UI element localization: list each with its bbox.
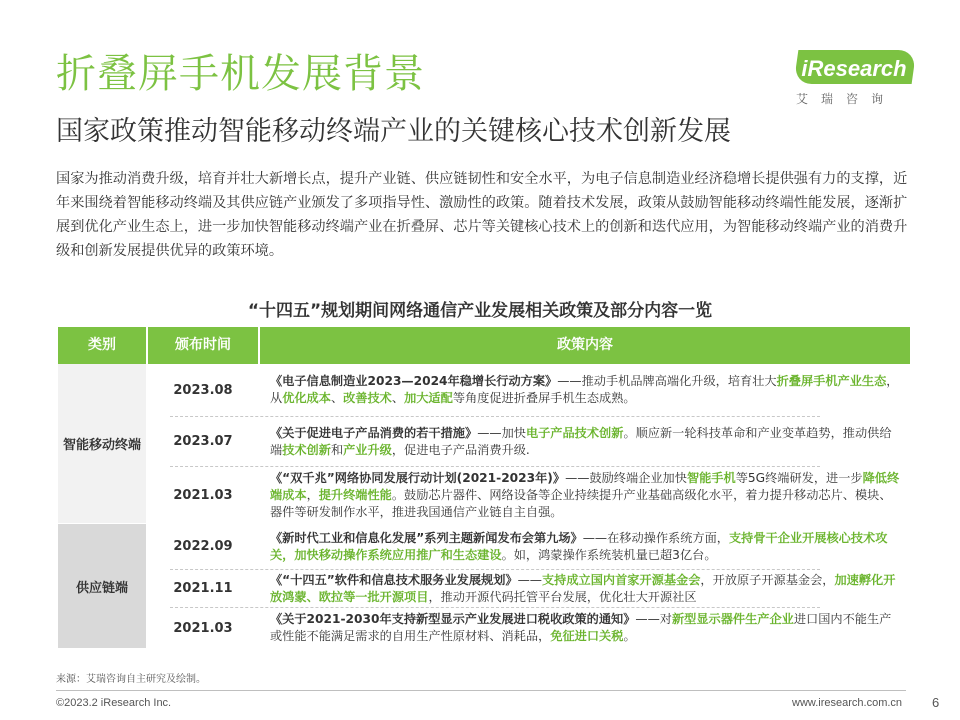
iresearch-logo xyxy=(790,50,918,110)
policy-text: 等5G终端研发，进一步 xyxy=(735,470,863,485)
logo-wordmark: iResearch xyxy=(801,56,907,81)
policy-text: 、 xyxy=(391,391,405,405)
page-title: 折叠屏手机发展背景 xyxy=(56,51,425,97)
category-smart-mobile-terminal: 智能移动终端 xyxy=(58,364,146,523)
policy-text: 、 xyxy=(330,391,344,405)
policy-text: ，开放原子开源基金会， xyxy=(700,572,835,587)
intro-paragraph: 国家为推动消费升级，培育并壮大新增长点，提升产业链、供应链韧性和安全水平，为电子信息制造业经济稳增长提供强有力的支撑，近年来围绕着智能移动终端及其供应链产业颁发了多项指导性、激励性的政策。随着技术发展，政策从鼓励智能移动终端性能发展，逐渐扩展到优化产业生态上，进一步加快智能移动终端产业在折叠屏、芯片等关键核心技术上的创新和迭代应用，为智能移动终端产业的消费升级和创新发展提供优异的政策环境。 xyxy=(56,171,908,259)
policy-text: ，促进电子产品消费升级. xyxy=(391,442,530,457)
policy-text: ——鼓励终端企业加快 xyxy=(565,470,687,485)
table-row xyxy=(148,417,910,466)
policy-text: ，推动开源代码托管平台发展，优化壮大开源社区 xyxy=(428,589,697,604)
page-number: 6 xyxy=(932,695,940,710)
highlight-text: 产业升级 xyxy=(343,442,392,457)
policy-name: 《新时代工业和信息化发展”系列主题新闻发布会第九场》 xyxy=(270,530,583,545)
policy-text: 进口国内不能生产或性能不能满足需求的自用生产性原材料、消耗品， xyxy=(270,612,892,643)
header-date: 颁布时间 xyxy=(175,337,231,353)
website-link[interactable]: www.iresearch.com.cn xyxy=(792,697,903,709)
policy-text: —— xyxy=(517,572,542,587)
policy-text: ——加快 xyxy=(477,425,526,440)
table-title: “十四五”规划期间网络通信产业发展相关政策及部分内容一览 xyxy=(247,301,713,321)
policy-name: 《“十四五”软件和信息技术服务业发展规划》 xyxy=(270,572,518,587)
row-date: 2023.07 xyxy=(173,434,233,449)
highlight-text: 电子产品技术创新 xyxy=(525,425,624,440)
source-note: 来源：艾瑞咨询自主研究及绘制。 xyxy=(56,674,206,685)
policy-name: 《电子信息制造业2023—2024年稳增长行动方案》 xyxy=(270,374,558,388)
page-subtitle: 国家政策推动智能移动终端产业的关键核心技术创新发展 xyxy=(56,116,731,147)
row-date: 2021.03 xyxy=(173,487,233,503)
header-content: 政策内容 xyxy=(557,337,613,353)
highlight-text: 智能手机 xyxy=(686,470,736,485)
row-date: 2021.03 xyxy=(173,620,233,636)
policy-text: 。 xyxy=(623,629,636,643)
policy-table xyxy=(58,327,910,648)
policy-text: 。顺应新一轮科技革命和产业变革趋势，推动供给端 xyxy=(270,425,892,457)
highlight-text: 技术创新 xyxy=(282,442,331,457)
policy-text: 。鼓励芯片器件、网络设备等企业持续提升产业基础高级化水平，着力提升移动芯片、模块、器件等研发制作水平，推进我国通信产业链自主自强。 xyxy=(270,487,892,519)
highlight-text: 折叠屏手机产业生态 xyxy=(776,374,887,388)
row-content xyxy=(270,417,900,466)
table-row xyxy=(148,467,910,523)
policy-text: ， xyxy=(306,487,319,502)
policy-text: 。如，鸿蒙操作系统装机量已超3亿台。 xyxy=(501,547,717,562)
table-row xyxy=(148,524,910,569)
policy-name: 《关于2021-2030年支持新型显示产业发展进口税收政策的通知》 xyxy=(270,612,636,626)
policy-text: ——在移动操作系统方面， xyxy=(582,530,729,545)
policy-name: 《“双千兆”网络协同发展行动计划(2021-2023年)》 xyxy=(270,470,566,485)
highlight-text: 优化成本 xyxy=(282,391,331,405)
policy-text: 和 xyxy=(330,442,344,457)
row-date: 2021.11 xyxy=(173,581,233,596)
highlight-text: 免征进口关税 xyxy=(550,629,624,643)
table-row xyxy=(148,608,910,648)
highlight-text: 加速孵化开放鸿蒙、欧拉等一批开源项目 xyxy=(270,572,896,604)
footer-divider xyxy=(56,690,906,691)
row-content xyxy=(270,364,900,416)
highlight-text: 支持骨干企业开展核心技术攻关，加快移动操作系统应用推广和生态建设 xyxy=(270,530,888,562)
row-content xyxy=(270,524,900,569)
highlight-text: 新型显示器件生产企业 xyxy=(671,612,794,626)
policy-text: ——对 xyxy=(635,612,672,626)
row-date: 2023.08 xyxy=(173,382,233,398)
logo-chinese-name: 艾瑞咨询 xyxy=(796,92,897,106)
highlight-text: 支持成立国内首家开源基金会 xyxy=(541,572,701,587)
policy-name: 《关于促进电子产品消费的若干措施》 xyxy=(270,425,478,440)
table-header xyxy=(58,327,910,364)
table-row xyxy=(148,364,910,416)
category-supply-chain: 供应链端 xyxy=(58,524,146,648)
policy-text: 等角度促进折叠屏手机生态成熟。 xyxy=(452,391,636,405)
highlight-text: 提升终端性能 xyxy=(318,487,392,502)
row-content xyxy=(270,608,900,648)
row-content xyxy=(270,467,900,523)
highlight-text: 加大适配 xyxy=(404,391,453,405)
highlight-text: 改善技术 xyxy=(343,391,392,405)
highlight-text: 降低终端成本 xyxy=(270,470,900,502)
row-content xyxy=(270,570,900,607)
copyright: ©2023.2 iResearch Inc. xyxy=(56,697,172,709)
table-row xyxy=(148,570,910,607)
policy-text: ——推动手机品牌高端化升级，培育壮大 xyxy=(557,374,777,388)
row-date: 2022.09 xyxy=(173,539,233,554)
policy-text: ，从 xyxy=(270,374,899,405)
header-category: 类别 xyxy=(88,337,116,353)
